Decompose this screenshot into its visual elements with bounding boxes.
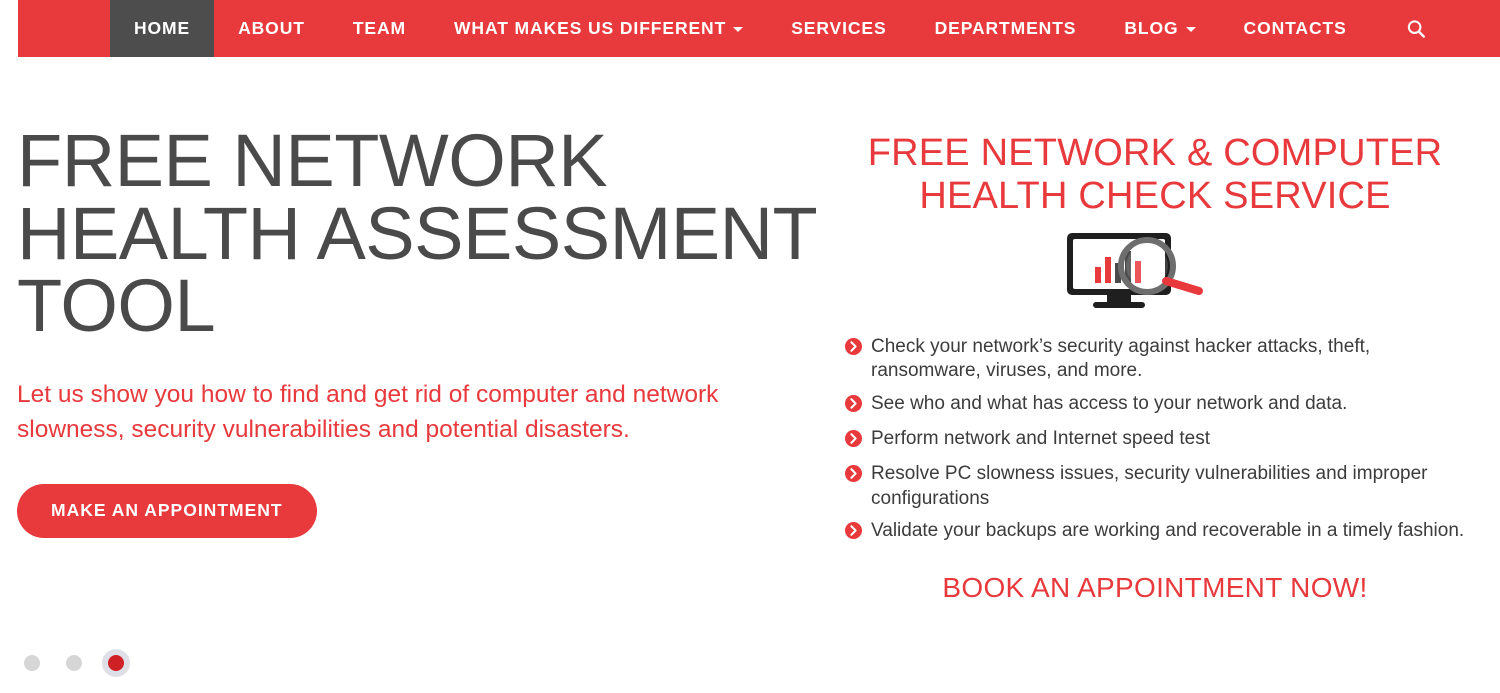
list-item-label: Resolve PC slowness issues, security vulnerabilities and improper configurations <box>871 463 1428 509</box>
chevron-down-icon <box>1186 27 1196 32</box>
list-item <box>845 519 1465 546</box>
slider-pagination <box>24 655 124 671</box>
arrow-circle-icon <box>845 338 862 362</box>
nav-item-label: BLOG <box>1124 18 1179 38</box>
nav-item-about[interactable] <box>214 0 329 57</box>
panel-title: FREE NETWORK & COMPUTER HEALTH CHECK SERVICE <box>867 132 1443 217</box>
nav-item-what-makes-us-different[interactable] <box>430 0 767 57</box>
arrow-circle-icon <box>845 522 862 546</box>
list-item-label: Check your network’s security against hacker attacks, theft, ransomware, viruses, and more. <box>871 336 1371 382</box>
nav-item-label: TEAM <box>352 18 407 38</box>
monitor-chart-magnifier-illustration <box>1065 231 1245 313</box>
nav-item-label: SERVICES <box>791 18 887 38</box>
search-button[interactable] <box>1371 0 1453 57</box>
nav-item-departments[interactable] <box>911 0 1101 57</box>
list-item <box>845 462 1465 511</box>
nav-item-label: CONTACTS <box>1243 18 1347 38</box>
nav-item-label: ABOUT <box>238 18 305 38</box>
nav-item-team[interactable] <box>329 0 430 57</box>
slider-dot-3[interactable] <box>108 655 124 671</box>
book-appointment-link[interactable]: BOOK AN APPOINTMENT NOW! <box>942 572 1368 604</box>
list-item-label: See who and what has access to your network and data. <box>871 392 1348 414</box>
nav-item-home[interactable] <box>110 0 214 57</box>
feature-list <box>845 335 1465 546</box>
page-title: FREE NETWORK HEALTH ASSESSMENT TOOL <box>17 119 816 348</box>
list-item <box>845 335 1465 384</box>
list-item <box>845 392 1465 419</box>
arrow-circle-icon <box>845 465 862 489</box>
nav-item-label: HOME <box>134 18 191 38</box>
main-navigation-bar <box>18 0 1500 57</box>
make-an-appointment-button[interactable]: MAKE AN APPOINTMENT <box>17 484 317 538</box>
nav-item-services[interactable] <box>767 0 910 57</box>
list-item-label: Validate your backups are working and recoverable in a timely fashion. <box>871 519 1465 541</box>
nav-item-contacts[interactable] <box>1220 0 1371 57</box>
hero-section <box>0 57 1500 693</box>
nav-left-spacer <box>18 0 110 57</box>
search-icon <box>1405 18 1427 40</box>
list-item <box>845 427 1465 454</box>
slider-dot-1[interactable] <box>24 655 40 671</box>
nav-item-label: DEPARTMENTS <box>934 18 1077 38</box>
chevron-down-icon <box>733 27 743 32</box>
monitor-chart-magnifier-icon <box>1065 231 1245 313</box>
arrow-circle-icon <box>845 395 862 419</box>
hero-subtitle: Let us show you how to find and get rid of computer and network slowness, security vulnerabilities and potential disasters. <box>17 380 719 444</box>
hero-right-panel <box>845 132 1465 604</box>
hero-left-column <box>17 119 827 538</box>
nav-item-blog[interactable] <box>1100 0 1219 57</box>
arrow-circle-icon <box>845 430 862 454</box>
nav-item-label: WHAT MAKES US DIFFERENT <box>454 18 727 38</box>
slider-dot-2[interactable] <box>66 655 82 671</box>
list-item-label: Perform network and Internet speed test <box>871 428 1211 450</box>
